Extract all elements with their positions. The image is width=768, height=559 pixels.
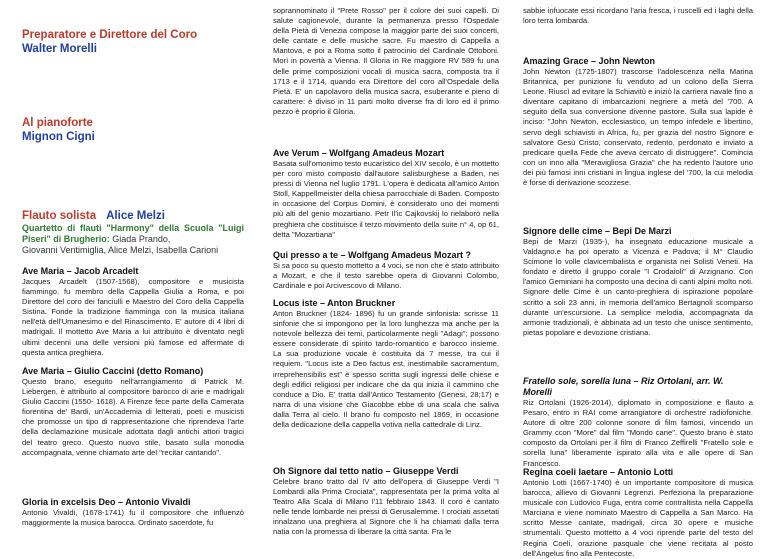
piece-amazing-grace xyxy=(523,56,753,188)
piece-title: Regina coeli laetare – Antonio Lotti xyxy=(523,467,674,477)
piece-arcadelt xyxy=(22,266,244,358)
piece-text: Questo brano, eseguito nell'arrangiamento di Patrick M. Liebergen, è attribuito al compositore barocco di arie e madrigali Giulio Caccini (1550- 1618). A Firenze fece parte della Camerata fiorentina de' Bardi, un'Accademia di letterati, poeti e musicisti che promosse un tipo di rappresentazione che riprendeva l'arte della declamazione musicale adottata dagli antichi attori tragici del teatro greco. Questo nuovo stile, basato sulla monodia accompagnata, venne chiamato arte del "recitar cantando". xyxy=(22,377,244,457)
piece-text: Basata sull'omonimo testo eucaristico del XIV secolo, è un mottetto per coro misto composto dall'autore salisburghese a Baden, nei pressi di Vienna nel luglio 1791. L'opera è dedicata all'amico Anton Stoll, Kappellmeister della chiesa parrocchiale di Baden. Composto in occasione del Corpus Domini, è considerato uno dei momenti più alti del genio mozartiano. Petr Il'ic Cajkovskij lo rielaborò nella preghiera che costituisce il terzo movimento della suite n° 4, op 61, detta "Mozartiana" xyxy=(273,159,500,239)
piece-signore-cime xyxy=(523,226,753,338)
piece-text: Antonio Lotti (1667-1740) è un importante compositore di musica barocca, allievo di Giovanni Legrenzi. Perfeziona la preparazione musicale con Ludovico Fuga, entra come contraltista nella Cappella Marciana e viene nominato Maestro di Cappella a San Marco. Ha scritto Messe cantate, madrigali, circa 30 opere e musiche strumentali. Questo mottetto a 4 voci riprende parte del testo del Regina Coeli, orazione pasquale che viene recitata al posto dell'Angelus fino alla Pentecoste. xyxy=(523,478,753,558)
flute-name: Alice Melzi xyxy=(106,210,165,222)
piano-credit xyxy=(22,116,244,144)
flute-role: Flauto solista xyxy=(22,210,97,222)
piece-caccini xyxy=(22,366,244,458)
piece-text: Antonio Vivaldi, (1678-1741) fu il compositore che influenzò maggiormente la musica barocca. Ordinato sacerdote, fu xyxy=(22,508,244,528)
piece-title: Ave Maria – Jacob Arcadelt xyxy=(22,266,139,276)
piece-title: Amazing Grace – John Newton xyxy=(523,56,656,66)
piece-fratello-sole xyxy=(523,376,753,469)
piece-title: Gloria in excelsis Deo – Antonio Vivaldi xyxy=(22,497,191,507)
column-2 xyxy=(273,0,499,543)
column-3 xyxy=(523,0,753,558)
piece-verdi-continued xyxy=(523,6,753,26)
piece-title: Qui presso a te – Wolfgang Amadeus Mozart ? xyxy=(273,250,472,260)
piece-text: Jacques Arcadelt (1507-1568), compositore e musicista fiammingo. fu membro della Cappella Giulia a Roma, e poi Direttore del coro dei fanciulli e Maestro del Coro della Cappella Sistina. Fonde la tradizione fiamminga con la musica italiana nell'età dell'Umanesimo e del Rinascimento. E' autore di 4 libri di madrigali. Il mottetto Ave Maria a lui attribuito è diventato negli ultimi decenni una delle versioni più famose ed affermate di questa antica preghiera. xyxy=(22,277,244,357)
piece-locus-iste xyxy=(273,298,499,430)
piece-title: Signore delle cime – Bepi De Marzi xyxy=(523,226,672,236)
piece-text: Anton Bruckner (1824- 1896) fu un grande sinfonista: scrisse 11 sinfonie che si impongono per la loro lunghezza ma anche per la notevole bellezza dei temi, particolarmente negli "Adagi"; possono essere considerate di spirito tardo-romantico e barocco insieme. La sua produzione vocale è costituita da 7 messe, tra cui il requiem. "Locus iste a Deo factus est, inestimabile sacramentum, irreprehensibilis est" è spesso scritta sugli ingressi delle chiese e degli edifici religiosi per indicare che da qui inizia il cammino che conduce a Dio. E' tratta dall'Antico Testamento (Genesi, 28;17) e narra di una visione che Giacobbe ebbe di una scala che saliva dalla Terra al cielo. Il brano fu composto nel 1869, in occasione della dedicazione della cappella votiva nella cattedrale di Linz. xyxy=(273,309,499,430)
column-1 xyxy=(22,0,244,543)
flute-line xyxy=(22,209,244,223)
director-role: Preparatore e Direttore del Coro xyxy=(22,29,198,41)
piece-text: John Newton (1725-1807) trascorse l'adolescenza nella Marina Britannica, per punizione fu venduto ad un colono della Sierra Leone. Riuscì ad evitare la Schiavitù e iniziò la carriera navale fino a diventare capitano di imbarcazioni negriere a metà del '700. A seguito della sua conversione divenne pastore. Sulla sua lapide è inciso: "John Newton, ecclesiastico, un tempo infedele e libertino, servo degli schiavisti in Africa, fu, per grazia del nostro Signore e salvatore Gesù Cristo, conservato, redento, perdonato e inviato a predicare quella Fede che aveva cercato di distruggere". Comincia con un inno alla "Meravigliosa Grazia" che ha redento l'autore uno dei più famosi inni cristiani in lingua inglese del '700, la cui melodia è forse di derivazione scozzese. xyxy=(523,67,753,188)
piece-text: sabbie infuocate essi ricordano l'aria fresca, i ruscelli ed i laghi della loro terra lombarda. xyxy=(523,6,753,26)
piece-text: Riz Ortolani (1926-2014), diplomato in composizione e flauto a Pesaro, entro in RAI come arrangiatore di orchestre radiofoniche. Autore di oltre 200 colonne sonore di film famosi, vincendo un Grammy ccon "More" dal film "Mondo cane". Questo brano è stato composto da Ortolani per il film di Franco Zeffirelli "Fratello sole e sorella luna" liberamente ispirato alla vita e alle opere di San Francesco. xyxy=(523,398,753,468)
quartet-credit xyxy=(22,223,244,256)
quartet-members-b: Giovanni Ventimiglia, Alice Melzi, Isabella Carioni xyxy=(22,245,219,255)
piece-vivaldi-continued xyxy=(273,6,499,117)
piece-text: soprannominato il "Prete Rosso" per il colore dei suoi capelli. Di salute cagionevole, durante la permanenza presso l'Ospedale della Pietà di Venezia compose la maggior parte dei suoi concerti, delle cantate e delle musiche sacre. Fu maestro di Cappella a Mantova, e poi a Roma sotto il patrocinio del Cardinale Ottoboni. Morì in povertà a Vienna. Il Gloria in Re maggiore RV 589 fu una delle prime composizioni vocali di musica sacra, composta tra il 1713 e il 1714, quando era Direttore del coro all'Ospedale della Pietà. E' un capolavoro della musica sacra, esuberante e pieno di carattere: è diviso in 11 parti molto diverse fra di loro ed il primo pezzo è proprio il Gloria. xyxy=(273,6,499,116)
piece-title: Locus iste – Anton Bruckner xyxy=(273,298,396,308)
piece-text: Bepi de Marzi (1935-), ha insegnato educazione musicale a Valdagno.e ha poi operato a Vicenza e Padova; il M° Claudio Scimone lo volle clavicembalista e organista nei Solisti Veneti. Ha fondato e diretto il gruppo corale "I Crodaioli" di Arzignano. Con l'amico Geminiani ha composto una decina di canti alpini molto noti. Signore delle Cime è un canto-preghiera di ispirazione popolare scritto a soli 23 anni, in memoria dell'amico Bertagnoli scomparso durante un'escursione. La semplice melodia, accompagnata da armonie tradizionali, è abbinata ad un testo che unisce sentimento, pietas popolare e devozione cristiana. xyxy=(523,237,753,337)
piano-role: Al pianoforte xyxy=(22,117,93,129)
piece-regina-coeli xyxy=(523,467,753,559)
piece-title: Fratello sole, sorella luna – Riz Ortolani, arr. W. Morelli xyxy=(523,376,724,397)
director-name: Walter Morelli xyxy=(22,43,97,55)
piece-qui-presso xyxy=(273,250,499,291)
piece-title: Ave Verum – Wolfgang Amadeus Mozart xyxy=(273,148,445,158)
flute-credit xyxy=(22,209,244,256)
director-credit xyxy=(22,28,244,56)
piece-ave-verum xyxy=(273,148,499,240)
quartet-members-a: Giada Prando, xyxy=(112,234,171,244)
piece-text: Si sa poco su questo mottetto a 4 voci, se non che è stato attribuito a Mozart, e che il testo sarebbe opera di Giovanni Colombo, Cardinale e poi Arcivescovo di Milano. xyxy=(273,261,499,291)
piece-title: Oh Signore dal tetto natio – Giuseppe Verdi xyxy=(273,466,459,476)
quartet-label: Quartetto di flauti "Harmony" della Scuola "Luigi Piseri" di Brugherio: xyxy=(22,223,244,244)
piece-title: Ave Maria – Giulio Caccini (detto Romano) xyxy=(22,366,204,376)
piece-text: Celebre brano tratto dal IV atto dell'opera di Giuseppe Verdi "I Lombardi alla Prima Crociata", rappresentata per la prima volta al Teatro Alla Scala di Milano l'11 febbraio 1843. Il coro è cantato nelle tende lombarde nei pressi di Gerusalemme. I crociati assetati innalzano una preghiera al Signore che li ha chiamati dalla terra natia con la promessa di liberare la città santa. Fra le xyxy=(273,477,499,537)
piece-vivaldi xyxy=(22,497,244,528)
piece-verdi xyxy=(273,466,499,538)
piano-name: Mignon Cigni xyxy=(22,131,95,143)
